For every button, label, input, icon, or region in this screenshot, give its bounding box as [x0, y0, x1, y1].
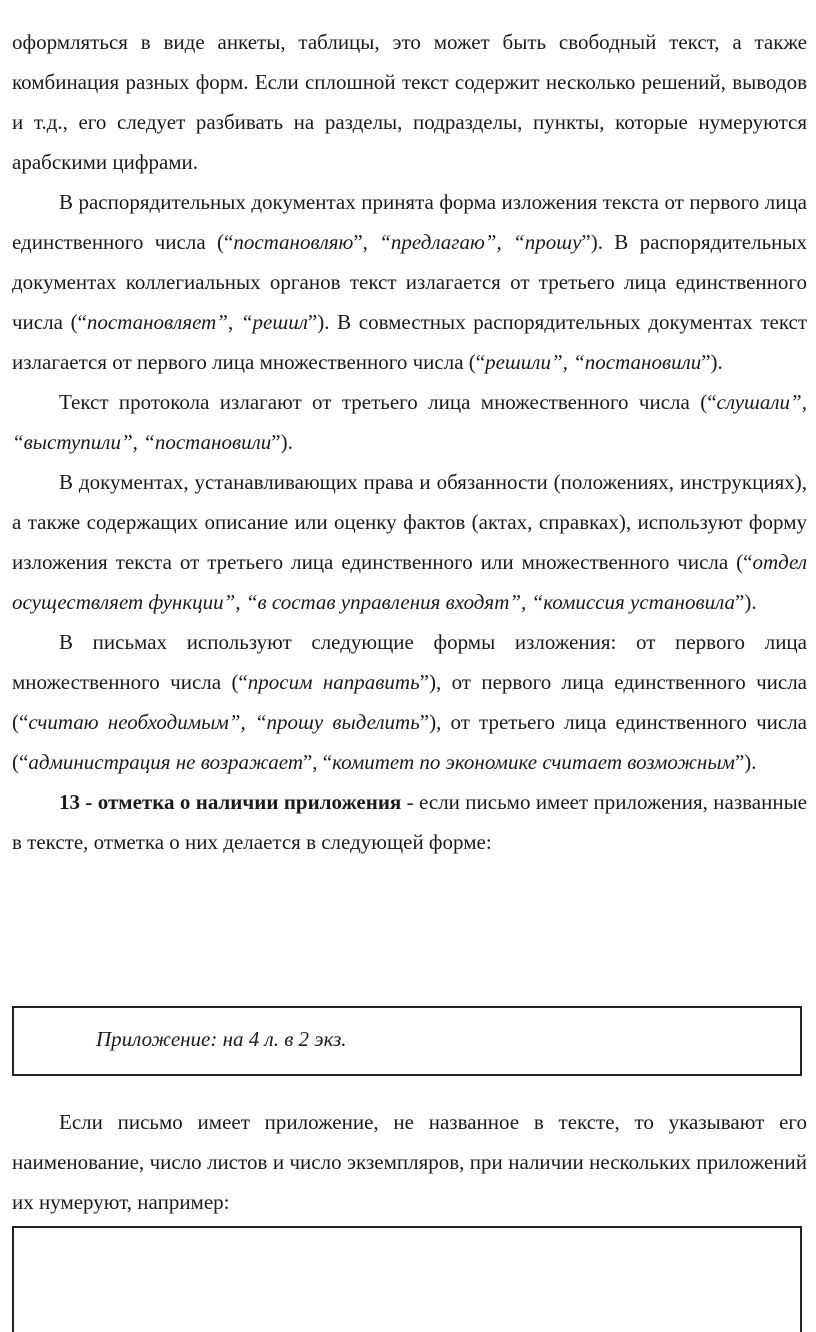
annex-example-text: Приложение: на 4 л. в 2 экз.	[96, 1027, 347, 1051]
annex-list-box	[12, 1226, 802, 1332]
paragraph-protocol: Текст протокола излагают от третьего лица множественного числа (“слушали”, “выступили”, “постановили”).	[12, 390, 807, 454]
paragraph-order-documents: В распорядительных документах принята форма изложения текста от первого лица единственного числа (“постановляю”, “предлагаю”, “прошу”). В распорядительных документах коллегиальных органов текст излагается от третьего лица единственного числа (“постановляет”, “решил”). В совместных распорядительных документах текст излагается от первого лица множественного числа (“решили”, “постановили”).	[12, 190, 808, 374]
paragraph-rights-documents: В документах, устанавливающих права и обязанности (положениях, инструкциях), а также содержащих описание или оценку фактов (актах, справках), используют форму изложения текста от третьего лица единственного или множественного числа (“отдел осуществляет функции”, “в состав управления входят”, “комиссия установила”).	[12, 470, 807, 614]
document-body	[12, 22, 807, 862]
paragraph-continuation: оформляться в виде анкеты, таблицы, это может быть свободный текст, а также комбинация разных форм. Если сплошной текст содержит несколько решений, выводов и т.д., его следует разбивать на разделы, подразделы, пункты, которые нумеруются арабскими цифрами.	[12, 30, 807, 174]
annex-example-box	[12, 1006, 802, 1076]
document-body-continued	[12, 1102, 807, 1222]
paragraph-letters: В письмах используют следующие формы изложения: от первого лица множественного числа (“просим направить”), от первого лица единственного числа (“считаю необходимым”, “прошу выделить”), от третьего лица единственного числа (“администрация не возражает”, “комитет по экономике считает возможным”).	[12, 630, 808, 774]
paragraph-annex-mark: 13 - отметка о наличии приложения - если письмо имеет приложения, названные в тексте, отметка о них делается в следующей форме:	[12, 790, 807, 854]
paragraph-unnamed-annex: Если письмо имеет приложение, не названное в тексте, то указывают его наименование, число листов и число экземпляров, при наличии нескольких приложений их нумеруют, например:	[12, 1110, 807, 1214]
